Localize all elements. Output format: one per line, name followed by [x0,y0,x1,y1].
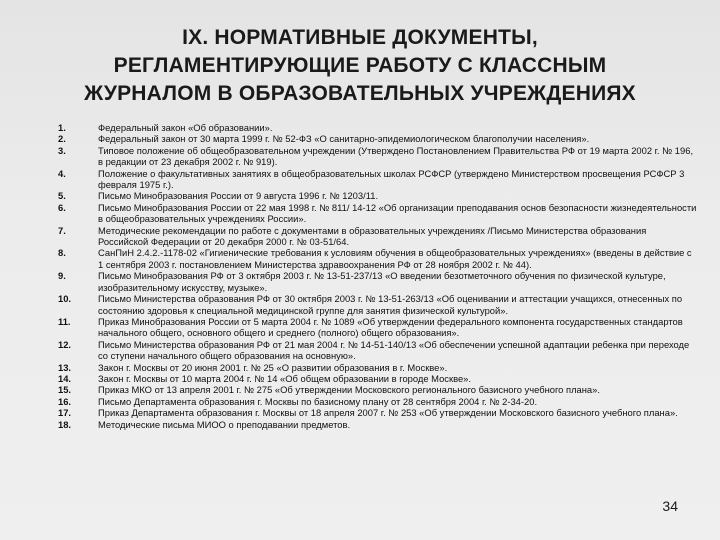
item-text: Приказ МКО от 13 апреля 2001 г. № 275 «Об утверждении Московского регионального базисного учебного плана». [98,384,600,396]
item-number: 9. [58,270,66,282]
item-number: 1. [58,122,66,133]
item-number: 2. [58,133,66,145]
list-item [58,339,698,362]
item-text: Методические письма МИОО о преподавании предметов. [98,418,351,430]
list-item [58,247,698,270]
item-number: 16. [58,395,72,407]
item-number: 17. [58,407,72,419]
item-text: Федеральный закон «Об образовании». [98,122,273,133]
list-item [58,225,698,248]
title-line-1: IX. НОРМАТИВНЫЕ ДОКУМЕНТЫ, [182,26,538,49]
item-text: Закон г. Москвы от 10 марта 2004 г. № 14 «Об общем образовании в городе Москве». [98,372,471,384]
list-item [58,407,698,418]
list-item [58,316,698,339]
list-item [58,384,698,395]
item-number: 4. [58,167,66,179]
item-text: Типовое положение об общеобразовательном учреждении (Утверждено Постановлением Правительства РФ от 19 марта 2002 г. № 196, в редакции от 23 декабря 2002 г. № 919). [98,144,694,168]
item-text: Закон г. Москвы от 20 июня 2001 г. № 25 «О развитии образования в г. Москве». [98,361,448,373]
item-number: 10. [58,293,72,305]
item-number: 14. [58,372,72,384]
list-item [58,293,698,316]
item-number: 6. [58,201,66,213]
item-text: СанПиН 2.4.2.-1178-02 «Гигиенические требования к условиям обучения в общеобразовательных учреждениях» (введены в действие с 1 сентября 2003 г. постановлением Министерства здравоохранения РФ от 28 ноября 2002 г. № 44). [98,247,692,270]
item-number: 3. [58,144,66,156]
slide-title [20,24,700,108]
item-number: 8. [58,247,66,259]
item-text: Методические рекомендации по работе с документами в образовательных учреждениях /Письмо Министерства образования Российской Федерации от 20 декабря 2000 г. № 03-51/64. [98,224,647,248]
list-item [58,362,698,373]
item-number: 12. [58,338,72,350]
item-number: 5. [58,190,66,202]
item-text: Письмо Минобразования России от 22 мая 1998 г. № 811/ 14-12 «Об организации преподавания основ безопасности жизнедеятельности в общеобразовательных учреждениях России». [98,201,697,225]
item-number: 15. [58,384,72,396]
list-item [58,133,698,144]
item-text: Приказ Минобразования России от 5 марта 2004 г. № 1089 «Об утверждении федерального компонента государственных стандартов начального общего, основного общего и среднего (полного) общего образования». [98,315,683,339]
item-text: Положение о факультативных занятиях в общеобразовательных школах РСФСР (утверждено Министерством просвещения РСФСР 3 февраля 1975 г.). [98,167,685,191]
title-line-2: РЕГЛАМЕНТИРУЮЩИЕ РАБОТУ С КЛАССНЫМ [113,54,607,77]
item-text: Письмо Минобразования России от 9 августа 1996 г. № 1203/11. [98,190,379,202]
item-text: Письмо Министерства образования РФ от 21 мая 2004 г. № 14-51-140/13 «Об обеспечении успешной адаптации ребенка при переходе со ступени начального общего образования на основную». [98,338,690,362]
title-line-3: ЖУРНАЛОМ В ОБРАЗОВАТЕЛЬНЫХ УЧРЕЖДЕНИЯХ [84,82,636,105]
item-text: Федеральный закон от 30 марта 1999 г. № 52-ФЗ «О санитарно-эпидемиологическом благополучии населения». [98,133,590,145]
item-text: Приказ Департамента образования г. Москвы от 18 апреля 2007 г. № 253 «Об утверждении Московского базисного учебного плана». [98,407,678,419]
item-number: 11. [58,315,71,327]
list-item [58,168,698,191]
list-item [58,419,698,430]
list-item [58,373,698,384]
item-number: 7. [58,224,66,236]
list-item [58,190,698,201]
list-item [58,270,698,293]
list-item [58,122,698,133]
item-text: Письмо Департамента образования г. Москвы по базисному плану от 28 сентября 2004 г. № 2-34-20. [98,395,538,407]
page-number: 34 [662,498,678,514]
item-text: Письмо Министерства образования РФ от 30 октября 2003 г. № 13-51-263/13 «Об оценивании и аттестации учащихся, отнесенных по состоянию здоровья к специальной медицинской группе для занятия физической культурой». [98,293,683,316]
list-item [58,145,698,168]
list-item [58,396,698,407]
document-list [58,122,698,430]
item-number: 18. [58,418,72,430]
item-number: 13. [58,361,72,373]
item-text: Письмо Минобразования РФ от 3 октября 2003 г. № 13-51-237/13 «О введении безотметочного обучения по физической культуре, изобразительному искусству, музыке». [98,270,666,293]
list-item [58,202,698,225]
